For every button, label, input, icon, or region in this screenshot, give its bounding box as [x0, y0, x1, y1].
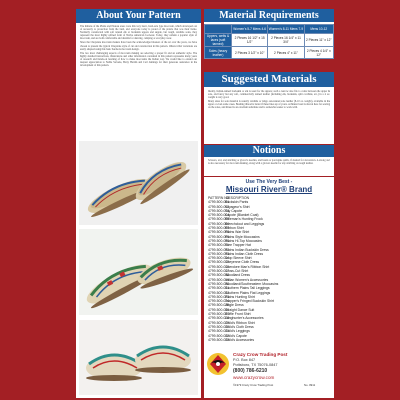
pattern-number-cell: 4799-500-003	[208, 208, 230, 213]
brand-website[interactable]: www.crazycrow.com	[233, 375, 275, 380]
pattern-number-cell: 4799-500-032	[208, 333, 230, 338]
pattern-number-cell: 4799-500-015	[208, 260, 230, 265]
material-requirements-table	[204, 24, 334, 59]
pattern-description-cell: Trapper's Fringed Buckskin Shirt	[225, 299, 274, 304]
pattern-number-cell: 4799-500-004	[208, 213, 230, 218]
suggested-paragraph-2: Many sizes for sole material is usually rawhide or latigo oak-tanned sole leather (8-10 oz. weight), available in the upper or even some cases. Beading thread is better if these lines up of yours. A thinner bead is shown here for sewing on the soles, and thread is an excellent substitute and is somewhat easier to work with.	[208, 100, 330, 110]
moccasin-illustration-3	[79, 320, 198, 395]
pattern-list-box	[204, 177, 334, 398]
pattern-number-cell: 4799-500-025	[208, 303, 230, 308]
requirements-cell: 2 Pieces 11" x 12"	[304, 34, 333, 47]
pattern-description-cell: Child's Capote	[225, 333, 247, 338]
requirements-cell: 2 Pieces 3 1/2" x 10"	[232, 47, 268, 59]
moccasin-photo-3	[79, 320, 198, 395]
pattern-description-cell: Jingle Dress	[225, 303, 244, 308]
pattern-description-cell: Ruffle Front Shirt	[225, 312, 251, 317]
requirements-label-uppers: Uppers, welts & laces (soft tanned)	[205, 34, 232, 47]
notions-text-wrap	[204, 157, 334, 165]
pattern-description-cell: Breechclout and Leggings	[225, 221, 265, 226]
pattern-number-cell: 4799-500-018	[208, 273, 230, 278]
pattern-description-cell: Straight Dance Suit	[225, 307, 255, 312]
pattern-description-cell: Drop Sleeve Shirt	[225, 256, 252, 261]
pattern-description-cell: Toy Capote	[225, 208, 243, 213]
moccasin-photo-2	[79, 229, 198, 315]
pattern-description-cell: Woodland/Southeastern Moccasins	[225, 281, 279, 286]
pattern-description-cell: Rifleman's Hunting Frock	[225, 217, 263, 222]
pattern-number-cell: 4799-500-007	[208, 226, 230, 231]
requirements-row-soles	[205, 47, 334, 59]
pattern-description-cell: Cheyenne Cloth Dress	[225, 260, 260, 265]
pattern-number-cell: 4799-500-016	[208, 264, 230, 269]
pattern-number-cell: 4799-500-023	[208, 294, 230, 299]
moccasin-illustration-1	[79, 141, 198, 225]
pattern-description-cell: Ribbon Shirt	[225, 226, 244, 231]
pattern-description-cell: Plains Indian Buckskin Dress	[225, 247, 269, 252]
pattern-description-cell: Southern Plains Flat Leggings	[225, 290, 271, 295]
requirements-cell: 2 Pieces 16 1/4" x 11 3/4"	[268, 34, 304, 47]
notions-heading: Notions	[204, 145, 334, 157]
pattern-description-cell: Free Trapper Hat	[225, 243, 251, 248]
about-paragraph-2: Since the Cheyenne moccasin makers have been the acknowledged masters of the art over the years, we have chosen to present the typical Cheyenne style of cut and construction in this pattern. Others tribal variations are easily adapted using this basic hardsole moccasin design.	[80, 41, 197, 51]
about-column	[76, 9, 201, 398]
pattern-number-cell: 4799-500-033	[208, 337, 230, 342]
pattern-number-cell: 4799-500-031	[208, 329, 230, 334]
pattern-description-cell: Plains Indian Cloth Dress	[225, 251, 264, 256]
pattern-number-cell: 4799-500-022	[208, 290, 230, 295]
pattern-description-cell: Voyageur's Shirt	[225, 204, 250, 209]
pattern-description-cell: Plains Hunting Shirt	[225, 294, 255, 299]
pattern-number-cell: 4799-500-001	[208, 200, 230, 205]
requirements-cell: 2 Pieces 16 1/2" x 15 1/2"	[232, 34, 268, 47]
brand-name: Crazy Crow Trading Post	[233, 352, 288, 357]
pattern-list-item	[208, 338, 278, 342]
pattern-number-cell: 4799-500-013	[208, 251, 230, 256]
pattern-col-num: PATTERN NO.	[208, 196, 231, 200]
pattern-number-cell: 4799-500-030	[208, 324, 230, 329]
brand-address-2: Pottsboro, TX 75076-0847	[233, 363, 278, 367]
suggested-materials-heading: Suggested Materials	[204, 72, 334, 87]
material-requirements-box	[204, 9, 334, 58]
moccasin-illustration-2	[79, 229, 198, 315]
requirements-header-small: Women's 5-7 Mens 4-6	[232, 25, 268, 34]
requirements-header-medium: Women's 8-11 Mens 7-9	[268, 25, 304, 34]
pattern-list-title-line1: Use The Very Best -	[245, 179, 293, 185]
pattern-description-cell: Child's Ribbon Shirt	[225, 320, 255, 325]
pattern-col-desc: DESCRIPTION	[225, 196, 250, 200]
pattern-description-cell: Indian Women's Accessories	[225, 277, 269, 282]
brand-phone: (800) 786-6210	[233, 368, 268, 374]
about-paragraph-3: The two most challenging aspects of moccasin making are selecting a proper fit and an authentic style. The highly detailed instructions, illustrations and other information contained in this pattern represents many years of research and hands-on learning of how to make moccasins the Indian way. We would like to extend our deepest appreciation to Nellie Stevens, Barry Hardin and Carl Jennings for their generous assistance in the development of this pattern.	[80, 51, 197, 68]
pattern-description-cell: Southern Plains Tall Leggings	[225, 286, 270, 291]
suggested-paragraph-1: Ideally, Indian-tanned buckskin or elk is used for the uppers; such a narrow size fits to come between the upper & sole, and fancy but any soft, commercially tanned leather (including elk, buckskin, split cowhide, etc.) in a 4 oz. weight is very good.	[208, 90, 330, 100]
pattern-number-cell: 4799-500-026	[208, 307, 230, 312]
pattern-list	[208, 196, 278, 342]
pattern-number-cell: 4799-500-010	[208, 238, 230, 243]
pattern-rows	[208, 200, 278, 342]
pattern-description-cell: Child's Leggings	[225, 329, 250, 334]
requirements-cell: 2 Pieces 4 1/4" x 12"	[304, 47, 333, 59]
pattern-description-cell: Child's Accessories	[225, 337, 255, 342]
about-heading: About Your Pattern	[76, 9, 201, 23]
pattern-number-cell: 4799-500-019	[208, 277, 230, 282]
brand-address-1: P.O. Box 847	[233, 358, 256, 362]
pattern-number-cell: 4799-500-011	[208, 243, 229, 248]
pattern-number-cell: 4799-500-028	[208, 316, 230, 321]
about-paragraph-1: The Indians of the Plains and Plateau areas wore this very basic, hard-sole type moccasin, which developed out of necessity to protection from the land, and everyone today is proud of the prairie that was their home. Normally constructed with soft tanned elk or buckskin uppers and supple, but tough, rawhide soles, they represent the most highly refined form of Native American footwear. Today, they remain a popular style of moccasin, and are both comfortable and durable for dancing, camping or everyday wear.	[80, 25, 197, 41]
pattern-number-cell: 4799-500-021	[208, 286, 230, 291]
notions-box	[204, 145, 334, 176]
pattern-number-cell: 4799-500-009	[208, 234, 230, 239]
crazy-crow-logo-icon	[206, 351, 230, 377]
pattern-number-cell: 4799-500-008	[208, 230, 230, 235]
pattern-description-cell: Plains Style Moccasins	[225, 234, 260, 239]
requirements-label-soles: Soles (heavy leather)	[205, 47, 232, 59]
pattern-number-cell: 4799-500-006	[208, 221, 230, 226]
info-column	[204, 9, 334, 398]
pattern-description-cell: Plains Hi-Top Moccasins	[225, 238, 262, 243]
notions-paragraph: Scissors, awl, and stitching or glover's needles, and beads or porcupine quills, if desired for decoration. A strong awl is also necessary for moccasin making, along with a glovers needle for any stitching on tough leather.	[208, 159, 330, 166]
pattern-number-cell: 4799-500-017	[208, 269, 230, 274]
pattern-description-cell: Capote (Blanket Coat)	[225, 213, 259, 218]
pattern-number-cell: 4799-500-005	[208, 217, 230, 222]
requirements-header-row	[205, 25, 334, 34]
pattern-description-cell: Cherokee Man's Ribbon Shirt	[225, 264, 270, 269]
requirements-header-blank	[205, 25, 232, 34]
pattern-number-cell: 4799-500-012	[208, 247, 230, 252]
requirements-cell: 2 Pieces 4" x 11"	[268, 47, 304, 59]
pattern-number-cell: 4799-500-027	[208, 312, 230, 317]
suggested-materials-text	[204, 88, 334, 110]
pattern-description-cell: Child's Cloth Dress	[225, 324, 254, 329]
brand-copyright: ©1979 Crazy Crow Trading Post	[233, 383, 274, 387]
pattern-description-cell: Cross-Cut Shirt	[225, 269, 249, 274]
pattern-description-cell: Longhunter's Accessories	[225, 316, 264, 321]
pattern-description-cell: Woodland Dress	[225, 273, 251, 278]
pattern-description-cell: Plains War Shirt	[225, 230, 250, 235]
pattern-number-cell: 4799-500-024	[208, 299, 230, 304]
suggested-materials-box	[204, 72, 334, 144]
material-requirements-heading: Material Requirements	[204, 9, 334, 22]
pattern-number-cell: 4799-500-029	[208, 320, 230, 325]
pattern-number-cell: 4799-500-002	[208, 204, 230, 209]
pattern-list-title-line2: Missouri River® Brand	[225, 185, 313, 194]
requirements-row-uppers	[205, 34, 334, 47]
pattern-number: No. 0911	[304, 383, 316, 387]
moccasin-photo-1	[79, 141, 198, 225]
pattern-number-cell: 4799-500-014	[208, 256, 230, 261]
requirements-header-large: Mens 10-12	[304, 25, 333, 34]
pattern-number-cell: 4799-500-020	[208, 281, 230, 286]
pattern-description-cell: Buckskin Pants	[225, 200, 249, 205]
